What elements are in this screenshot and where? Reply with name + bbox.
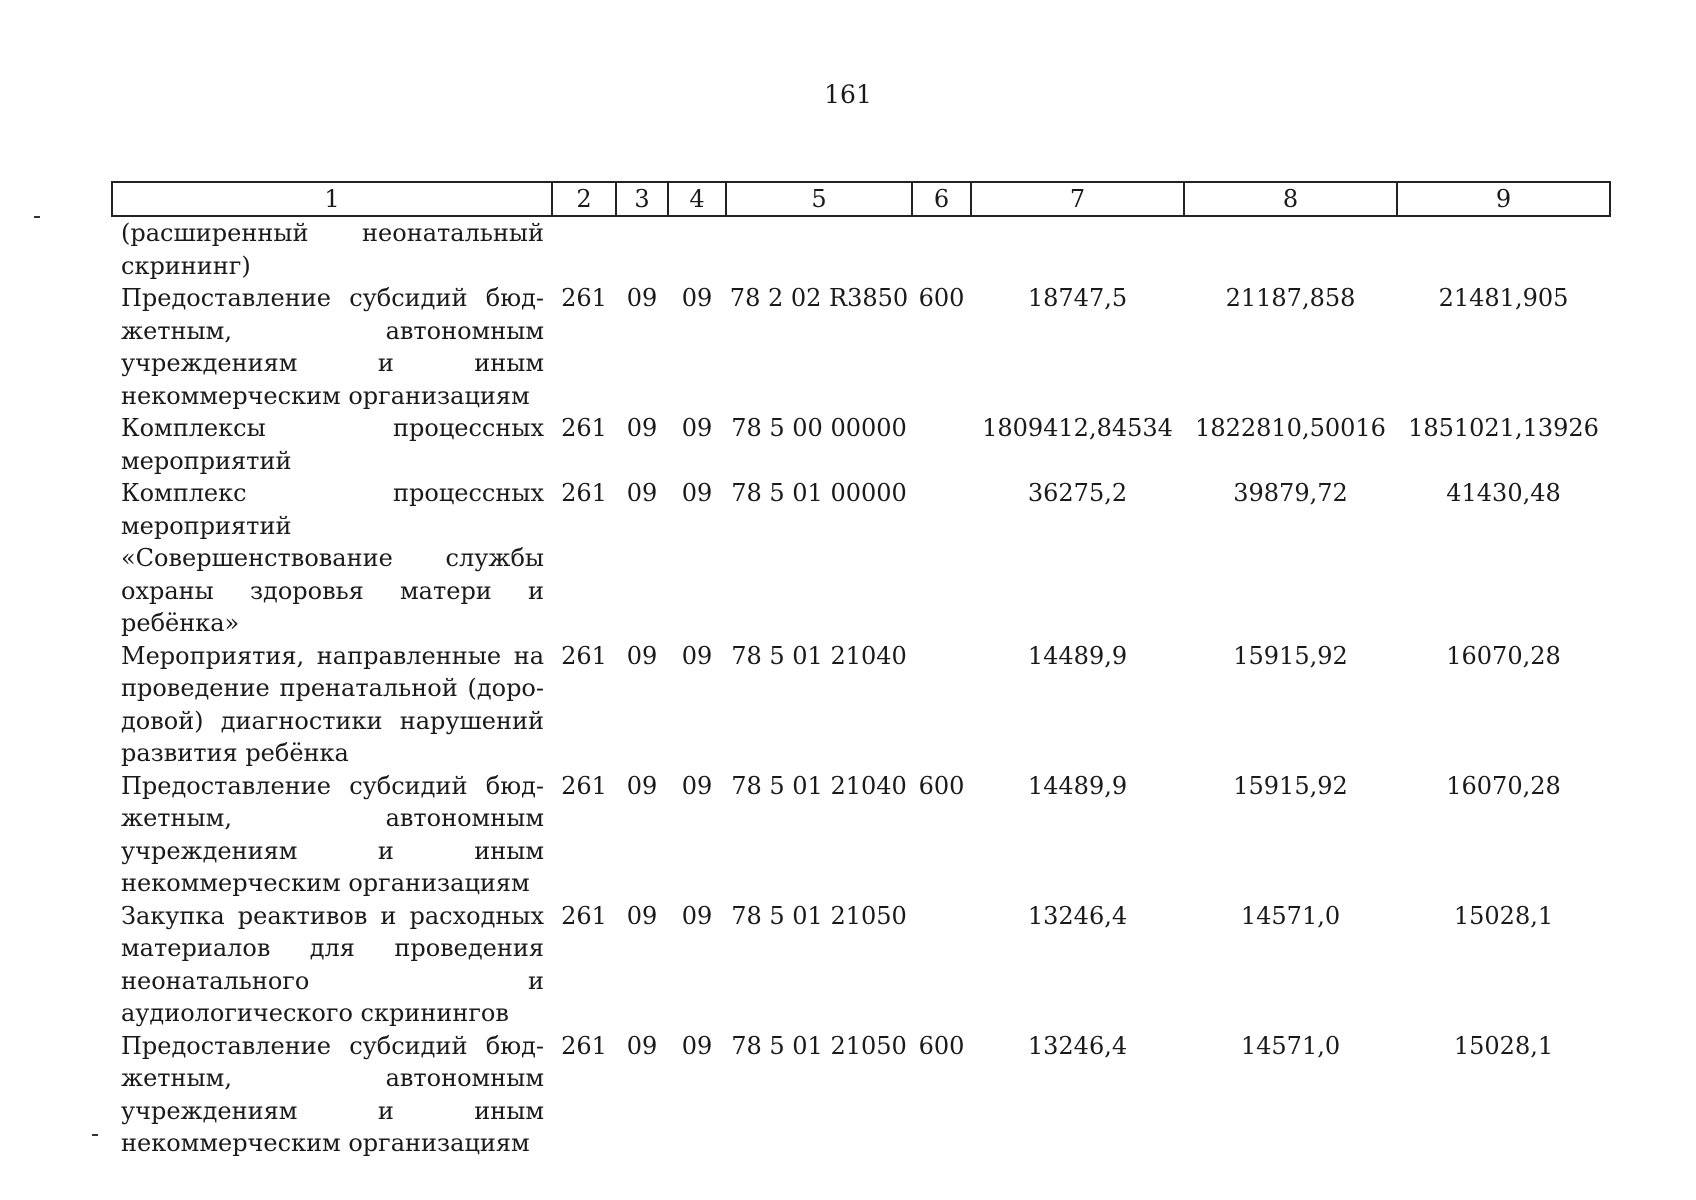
row-amount-7: 36275,2	[1027, 479, 1128, 507]
row-amount-7: 13246,4	[1027, 901, 1128, 930]
column-header-9: 9	[1397, 182, 1610, 216]
row-code-3	[616, 216, 668, 282]
row-amount-9: 21481,905	[1438, 284, 1569, 312]
row-code-6: 600	[918, 771, 965, 800]
page-number: 161	[824, 80, 872, 109]
row-amount-7: 14489,9	[1027, 641, 1128, 670]
row-code-2	[552, 216, 616, 282]
row-name: Комплексы процессных мероприятий	[121, 414, 544, 475]
row-code-2: 261	[561, 479, 607, 507]
column-header-6: 6	[912, 182, 971, 216]
row-name: Комплекс процессных мероприятий «Совершенствование службы охраны здоровья матери и ребёнка»	[121, 479, 544, 637]
row-code-6: 600	[918, 284, 965, 312]
row-code-4: 09	[681, 479, 713, 507]
row-code-5: 78 5 01 21040	[731, 771, 907, 800]
row-code-6: 600	[918, 1031, 965, 1060]
row-name: Предоставление субсидий бюджетным, автономным учреждениям и иным некоммерческим организациям	[121, 284, 544, 410]
table-row	[112, 1030, 1610, 1160]
row-amount-9: 1851021,13926	[1408, 414, 1599, 442]
table-row	[112, 640, 1610, 770]
row-amount-8: 14571,0	[1240, 1031, 1341, 1060]
column-header-4: 4	[668, 182, 726, 216]
row-amount-9: 16070,28	[1446, 641, 1561, 670]
table-row	[112, 412, 1610, 477]
row-amount-9: 15028,1	[1453, 1031, 1554, 1060]
table-row	[112, 900, 1610, 1030]
row-code-3: 09	[626, 479, 658, 507]
scan-speck	[34, 216, 40, 218]
row-code-2: 261	[561, 1031, 607, 1060]
row-code-3: 09	[626, 1031, 658, 1060]
row-code-3: 09	[626, 284, 658, 312]
row-code-2: 261	[561, 284, 607, 312]
row-amount-7: 13246,4	[1027, 1031, 1128, 1060]
table-header	[112, 182, 1610, 216]
row-amount-7: 18747,5	[1027, 284, 1128, 312]
row-code-4	[668, 216, 726, 282]
row-code-3: 09	[626, 414, 658, 442]
scan-speck	[92, 1134, 98, 1136]
row-amount-8: 14571,0	[1240, 901, 1341, 930]
row-amount-8: 15915,92	[1233, 771, 1348, 800]
row-code-6	[912, 900, 971, 1030]
row-code-4: 09	[681, 641, 713, 670]
row-name: Мероприятия, направленные на проведение пренатальной (дородовой) диагностики нарушений развития ребёнка	[121, 641, 544, 767]
row-code-6	[912, 412, 971, 477]
table-row	[112, 216, 1610, 282]
row-code-3: 09	[626, 641, 658, 670]
row-amount-8: 15915,92	[1233, 641, 1348, 670]
row-code-2: 261	[561, 414, 607, 442]
row-code-4: 09	[681, 284, 713, 312]
row-code-4: 09	[681, 414, 713, 442]
row-amount-8: 1822810,50016	[1195, 414, 1386, 442]
row-name: (расширенный неонатальный скрининг)	[121, 219, 544, 280]
row-code-2: 261	[561, 641, 607, 670]
row-amount-7: 14489,9	[1027, 771, 1128, 800]
row-code-4: 09	[681, 901, 713, 930]
row-code-5: 78 5 00 00000	[731, 414, 907, 442]
row-amount-8	[1184, 216, 1397, 282]
row-code-6	[912, 216, 971, 282]
row-name: Закупка реактивов и расходных материалов для проведения неонатального и аудиологического скринингов	[121, 901, 544, 1027]
table-row	[112, 477, 1610, 640]
table-row	[112, 770, 1610, 900]
column-header-8: 8	[1184, 182, 1397, 216]
row-amount-7: 1809412,84534	[982, 414, 1173, 442]
budget-table	[111, 181, 1611, 1160]
row-amount-9: 15028,1	[1453, 901, 1554, 930]
row-code-5: 78 5 01 21050	[731, 1031, 907, 1060]
column-header-5: 5	[726, 182, 912, 216]
row-name: Предоставление субсидий бюджетным, автономным учреждениям и иным некоммерческим организациям	[121, 771, 544, 897]
row-code-3: 09	[626, 901, 658, 930]
row-code-4: 09	[681, 771, 713, 800]
table-body	[112, 216, 1610, 1160]
table-row	[112, 282, 1610, 412]
row-code-5	[726, 216, 912, 282]
row-amount-8: 39879,72	[1233, 479, 1348, 507]
column-header-7: 7	[971, 182, 1184, 216]
column-header-2: 2	[552, 182, 616, 216]
row-code-4: 09	[681, 1031, 713, 1060]
row-code-6	[912, 477, 971, 640]
row-amount-8: 21187,858	[1225, 284, 1356, 312]
row-code-6	[912, 640, 971, 770]
row-amount-9: 41430,48	[1446, 479, 1561, 507]
row-amount-7	[971, 216, 1184, 282]
column-header-3: 3	[616, 182, 668, 216]
row-code-5: 78 5 01 21050	[731, 901, 907, 930]
row-amount-9	[1397, 216, 1610, 282]
row-code-5: 78 5 01 00000	[731, 479, 907, 507]
row-code-5: 78 5 01 21040	[731, 641, 907, 670]
header-row	[112, 182, 1610, 216]
row-code-3: 09	[626, 771, 658, 800]
row-name: Предоставление субсидий бюджетным, автономным учреждениям и иным некоммерческим организациям	[121, 1031, 544, 1157]
row-code-2: 261	[561, 901, 607, 930]
row-amount-9: 16070,28	[1446, 771, 1561, 800]
row-code-2: 261	[561, 771, 607, 800]
column-header-1: 1	[112, 182, 552, 216]
row-code-5: 78 2 02 R3850	[729, 284, 909, 312]
